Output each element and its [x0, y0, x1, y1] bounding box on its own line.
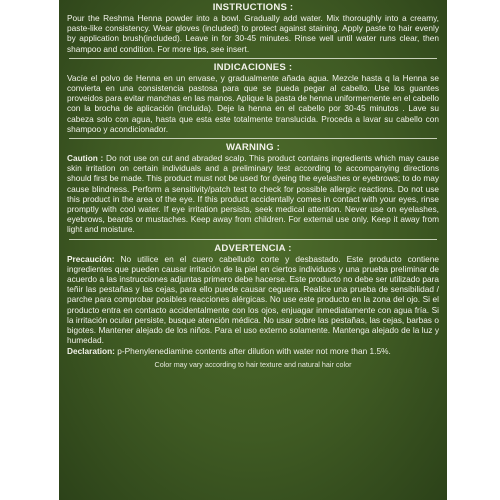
divider [69, 239, 437, 240]
divider [69, 58, 437, 59]
warning-heading: WARNING : [225, 142, 281, 154]
footer-note: Color may vary according to hair texture and natural hair color [154, 359, 352, 369]
precaucion-body: No utilice en el cuero cabelludo corte y desbastado. Este producto contiene ingredientes que pueden causar irritación de la piel en ciertos individuos y una prueba preliminar de acuerdo a las instrucciones adjuntas primero debe hacerse. Este producto no debe ser utilizado para teñir las pestañas y las cejas, para ello puede causar ceguera. Realice una prueba de sensibilidad / parche para comprobar posibles reacciones alérgicas. No use este producto en la zona del ojo. Si el producto entra en contacto accidentalmente con los ojos, enjuagar inmediatamente con agua fría. Si la irritación ocular persiste, busque atención médica. No usar sobre las pestañas, las cejas, barbas o bigotes. Mantener alejado de los niños. Para el uso externo solamente. Mantenga alejado de la luz y humedad. [67, 253, 439, 346]
warning-text [67, 153, 439, 235]
indicaciones-heading: INDICACIONES : [213, 61, 293, 73]
divider [69, 138, 437, 139]
advertencia-heading: ADVERTENCIA : [214, 242, 292, 254]
indicaciones-text: Vacíe el polvo de Henna en un envase, y gradualmente añada agua. Mezcle hasta q la Henna se convierta en una consistencia pastosa para que se pueda pegar al cabello. Use los guantes proveidos para evitar manchas en las manos. Aplique la pasta de henna uniformemente en el cabello con la brocha de aplicación (incluida). Deje la henna en el cabello por 30-45 minutos . Lave su cabeza solo con agua, hasta que esta este totalmente translucida. Proceda a lavar su cabello con shampoo y acondicionador. [67, 72, 439, 134]
caution-label: Caution : [67, 153, 104, 164]
instructions-heading: INSTRUCTIONS : [212, 2, 294, 13]
caution-body: Do not use on cut and abraded scalp. This product contains ingredients which may cause skin irritation on certain individuals and a preliminary test according to accompanying directions should first be made. This product must not be used for dyeing the eyelashes or eyebrows; to do may cause blindness. Perform a sensitivity/patch test to check for possible allergic reactions. Do not use this product in the area of the eye. If this product accidentally comes in contact with your eyes, rinse promptly with cool water. If eye irritation persists, seek medical attention. Never use on eyelashes, eyebrows, beards or mustaches. Keep away from children. For external use only. Keep it away from light and moisture. [67, 153, 439, 235]
declaration-text [67, 346, 439, 356]
declaration-body: p-Phenylenediamine contents after dilution with water not more than 1.5%. [114, 346, 391, 357]
precaucion-label: Precaución: [67, 253, 115, 264]
declaration-label: Declaration: [67, 346, 115, 357]
instructions-text: Pour the Reshma Henna powder into a bowl. Gradually add water. Mix thoroughly into a creamy, paste-like consistency. Wear gloves (included) to protect against staining. Apply paste to hair evenly by application brush(included). Leave in for 30-45 minutes. Rinse well until water runs clear, then shampoo and condition. For more tips, see insert. [67, 13, 439, 54]
product-label-panel [59, 0, 447, 500]
advertencia-text [67, 254, 439, 346]
